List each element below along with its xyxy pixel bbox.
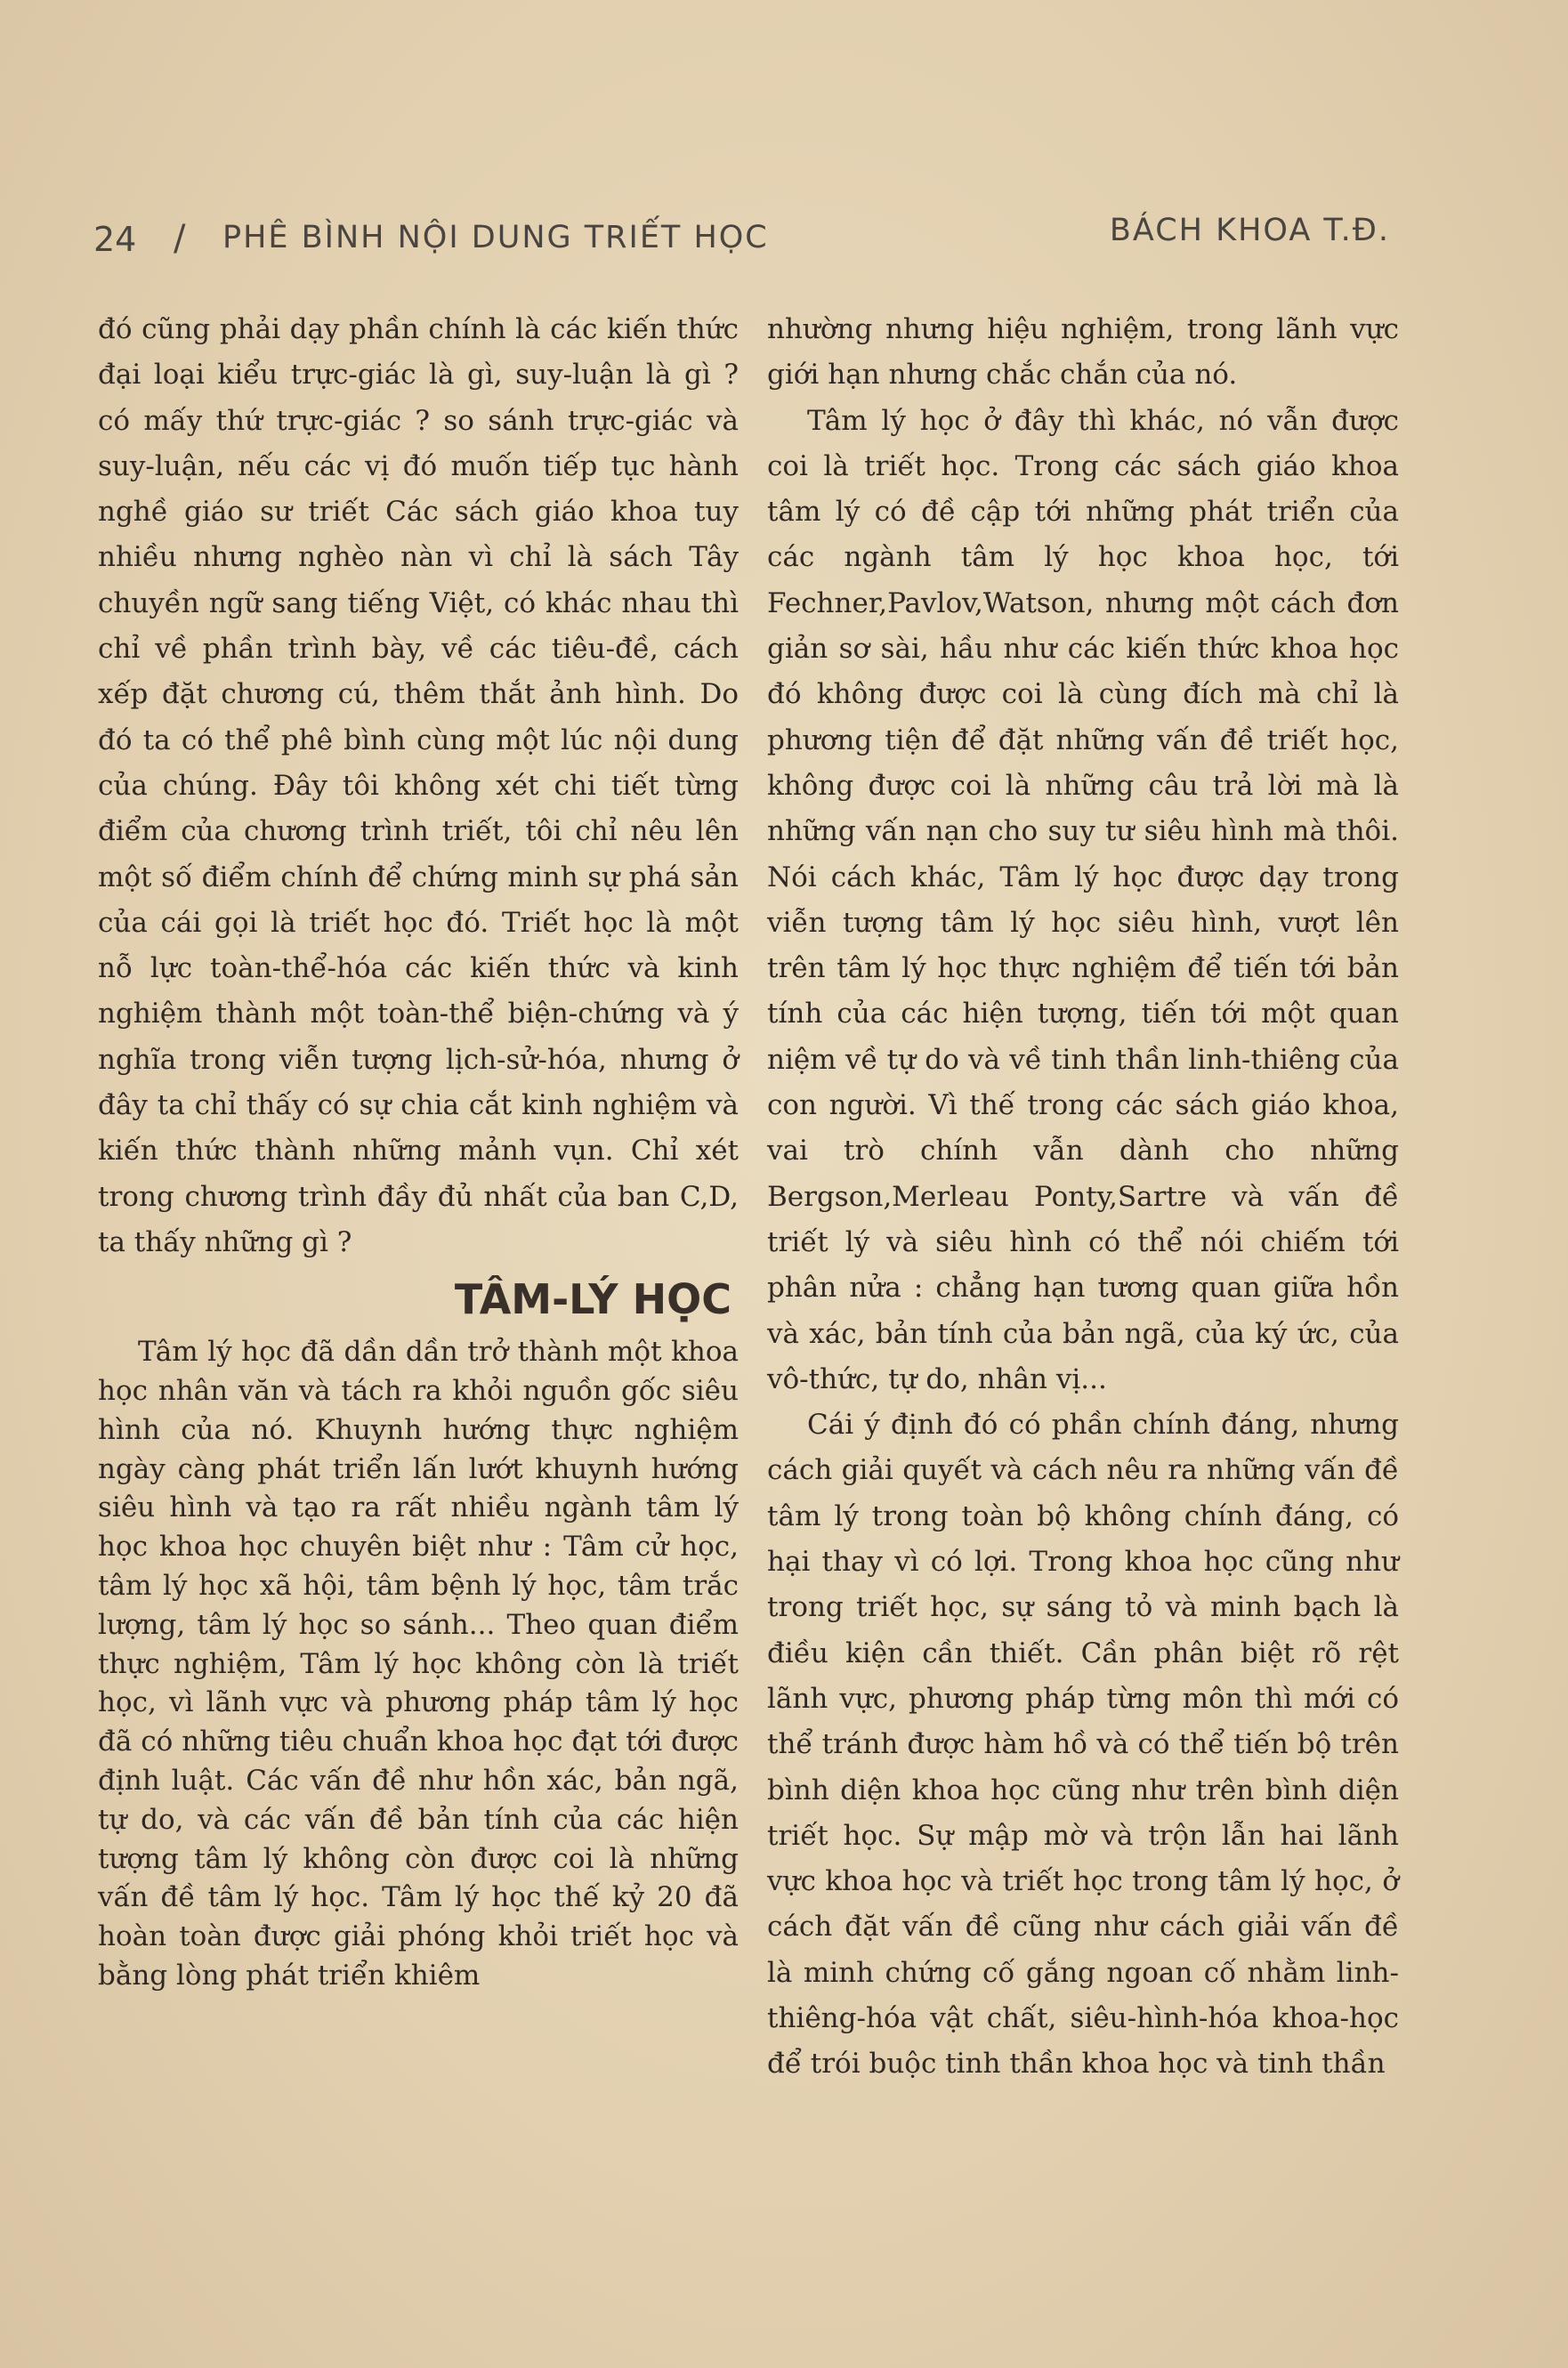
header-separator: /	[174, 218, 186, 259]
right-paragraph-2: Tâm lý học ở đây thì khác, nó vẫn được coi là triết học. Trong các sách giáo khoa tâm lý có đề cập tới những phát triển của các ngành tâm lý học khoa học, tới Fechner,Pavlov,Watson, nhưng một cách đơn giản sơ sài, hầu như các kiến thức khoa học đó không được coi là cùng đích mà chỉ là phương tiện để đặt những vấn đề triết học, không được coi là những câu trả lời mà là những vấn nạn cho suy tư siêu hình mà thôi. Nói cách khác, Tâm lý học được dạy trong viễn tượng tâm lý học siêu hình, vượt lên trên tâm lý học thực nghiệm để tiến tới bản tính của các hiện tượng, tiến tới một quan niệm về tự do và về tinh thần linh-thiêng của con người. Vì thế trong các sách giáo khoa, vai trò chính vẫn dành cho những Bergson,Merleau Ponty,Sartre và vấn đề triết lý và siêu hình có thể nói chiếm tới phân nửa : chẳng hạn tương quan giữa hồn và xác, bản tính của bản ngã, của ký ức, của vô-thức, tự do, nhân vị...	[767, 404, 1399, 1395]
section-heading: TÂM-LÝ HỌC	[454, 1275, 731, 1324]
right-paragraph-1: nhường nhưng hiệu nghiệm, trong lãnh vực giới hạn nhưng chắc chắn của nó.	[767, 313, 1399, 392]
magazine-name: BÁCH KHOA T.Đ.	[1109, 213, 1390, 248]
left-column	[98, 307, 739, 1996]
left-paragraph-2: Tâm lý học đã dần dần trở thành một khoa học nhân văn và tách ra khỏi nguồn gốc siêu hình của nó. Khuynh hướng thực nghiệm ngày càng phát triển lấn lướt khuynh hướng siêu hình và tạo ra rất nhiều ngành tâm lý học khoa học chuyên biệt như : Tâm cử học, tâm lý học xã hội, tâm bệnh lý học, tâm trắc lượng, tâm lý học so sánh... Theo quan điểm thực nghiệm, Tâm lý học không còn là triết học, vì lãnh vực và phương pháp tâm lý học đã có những tiêu chuẩn khoa học đạt tới được định luật. Các vấn đề như hồn xác, bản ngã, tự do, và các vấn đề bản tính của các hiện tượng tâm lý không còn được coi là những vấn đề tâm lý học. Tâm lý học thế kỷ 20 đã hoàn toàn được giải phóng khỏi triết học và bằng lòng phát triển khiêm	[98, 1336, 739, 1992]
running-title: PHÊ BÌNH NỘI DUNG TRIẾT HỌC	[222, 220, 769, 255]
page-number: 24	[93, 220, 137, 259]
right-paragraph-3: Cái ý định đó có phần chính đáng, nhưng cách giải quyết và cách nêu ra những vấn đề tâm lý trong toàn bộ không chính đáng, có hại thay vì có lợi. Trong khoa học cũng như trong triết học, sự sáng tỏ và minh bạch là điều kiện cần thiết. Cần phân biệt rõ rệt lãnh vực, phương pháp từng môn thì mới có thể tránh được hàm hồ và có thể tiến bộ trên bình diện khoa học cũng như trên bình diện triết học. Sự mập mờ và trộn lẫn hai lãnh vực khoa học và triết học trong tâm lý học, ở cách đặt vấn đề cũng như cách giải vấn đề là minh chứng cố gắng ngoan cố nhằm linh-thiêng-hóa vật chất, siêu-hình-hóa khoa-học để trói buộc tinh thần khoa học và tinh thần	[767, 1409, 1399, 2081]
page-header	[93, 200, 1390, 263]
right-column	[767, 307, 1399, 2088]
left-paragraph-1: đó cũng phải dạy phần chính là các kiến thức đại loại kiểu trực-giác là gì, suy-luận là gì ? có mấy thứ trực-giác ? so sánh trực-giác và suy-luận, nếu các vị đó muốn tiếp tục hành nghề giáo sư triết Các sách giáo khoa tuy nhiều nhưng nghèo nàn vì chỉ là sách Tây chuyền ngữ sang tiếng Việt, có khác nhau thì chỉ về phần trình bày, về các tiêu-đề, cách xếp đặt chương cú, thêm thắt ảnh hình. Do đó ta có thể phê bình cùng một lúc nội dung của chúng. Đây tôi không xét chi tiết từng điểm của chương trình triết, tôi chỉ nêu lên một số điểm chính để chứng minh sự phá sản của cái gọi là triết học đó. Triết học là một nỗ lực toàn-thể-hóa các kiến thức và kinh nghiệm thành một toàn-thể biện-chứng và ý nghĩa trong viễn tượng lịch-sử-hóa, nhưng ở đây ta chỉ thấy có sự chia cắt kinh nghiệm và kiến thức thành những mảnh vụn. Chỉ xét trong chương trình đầy đủ nhất của ban C,D, ta thấy những gì ?	[98, 313, 739, 1258]
